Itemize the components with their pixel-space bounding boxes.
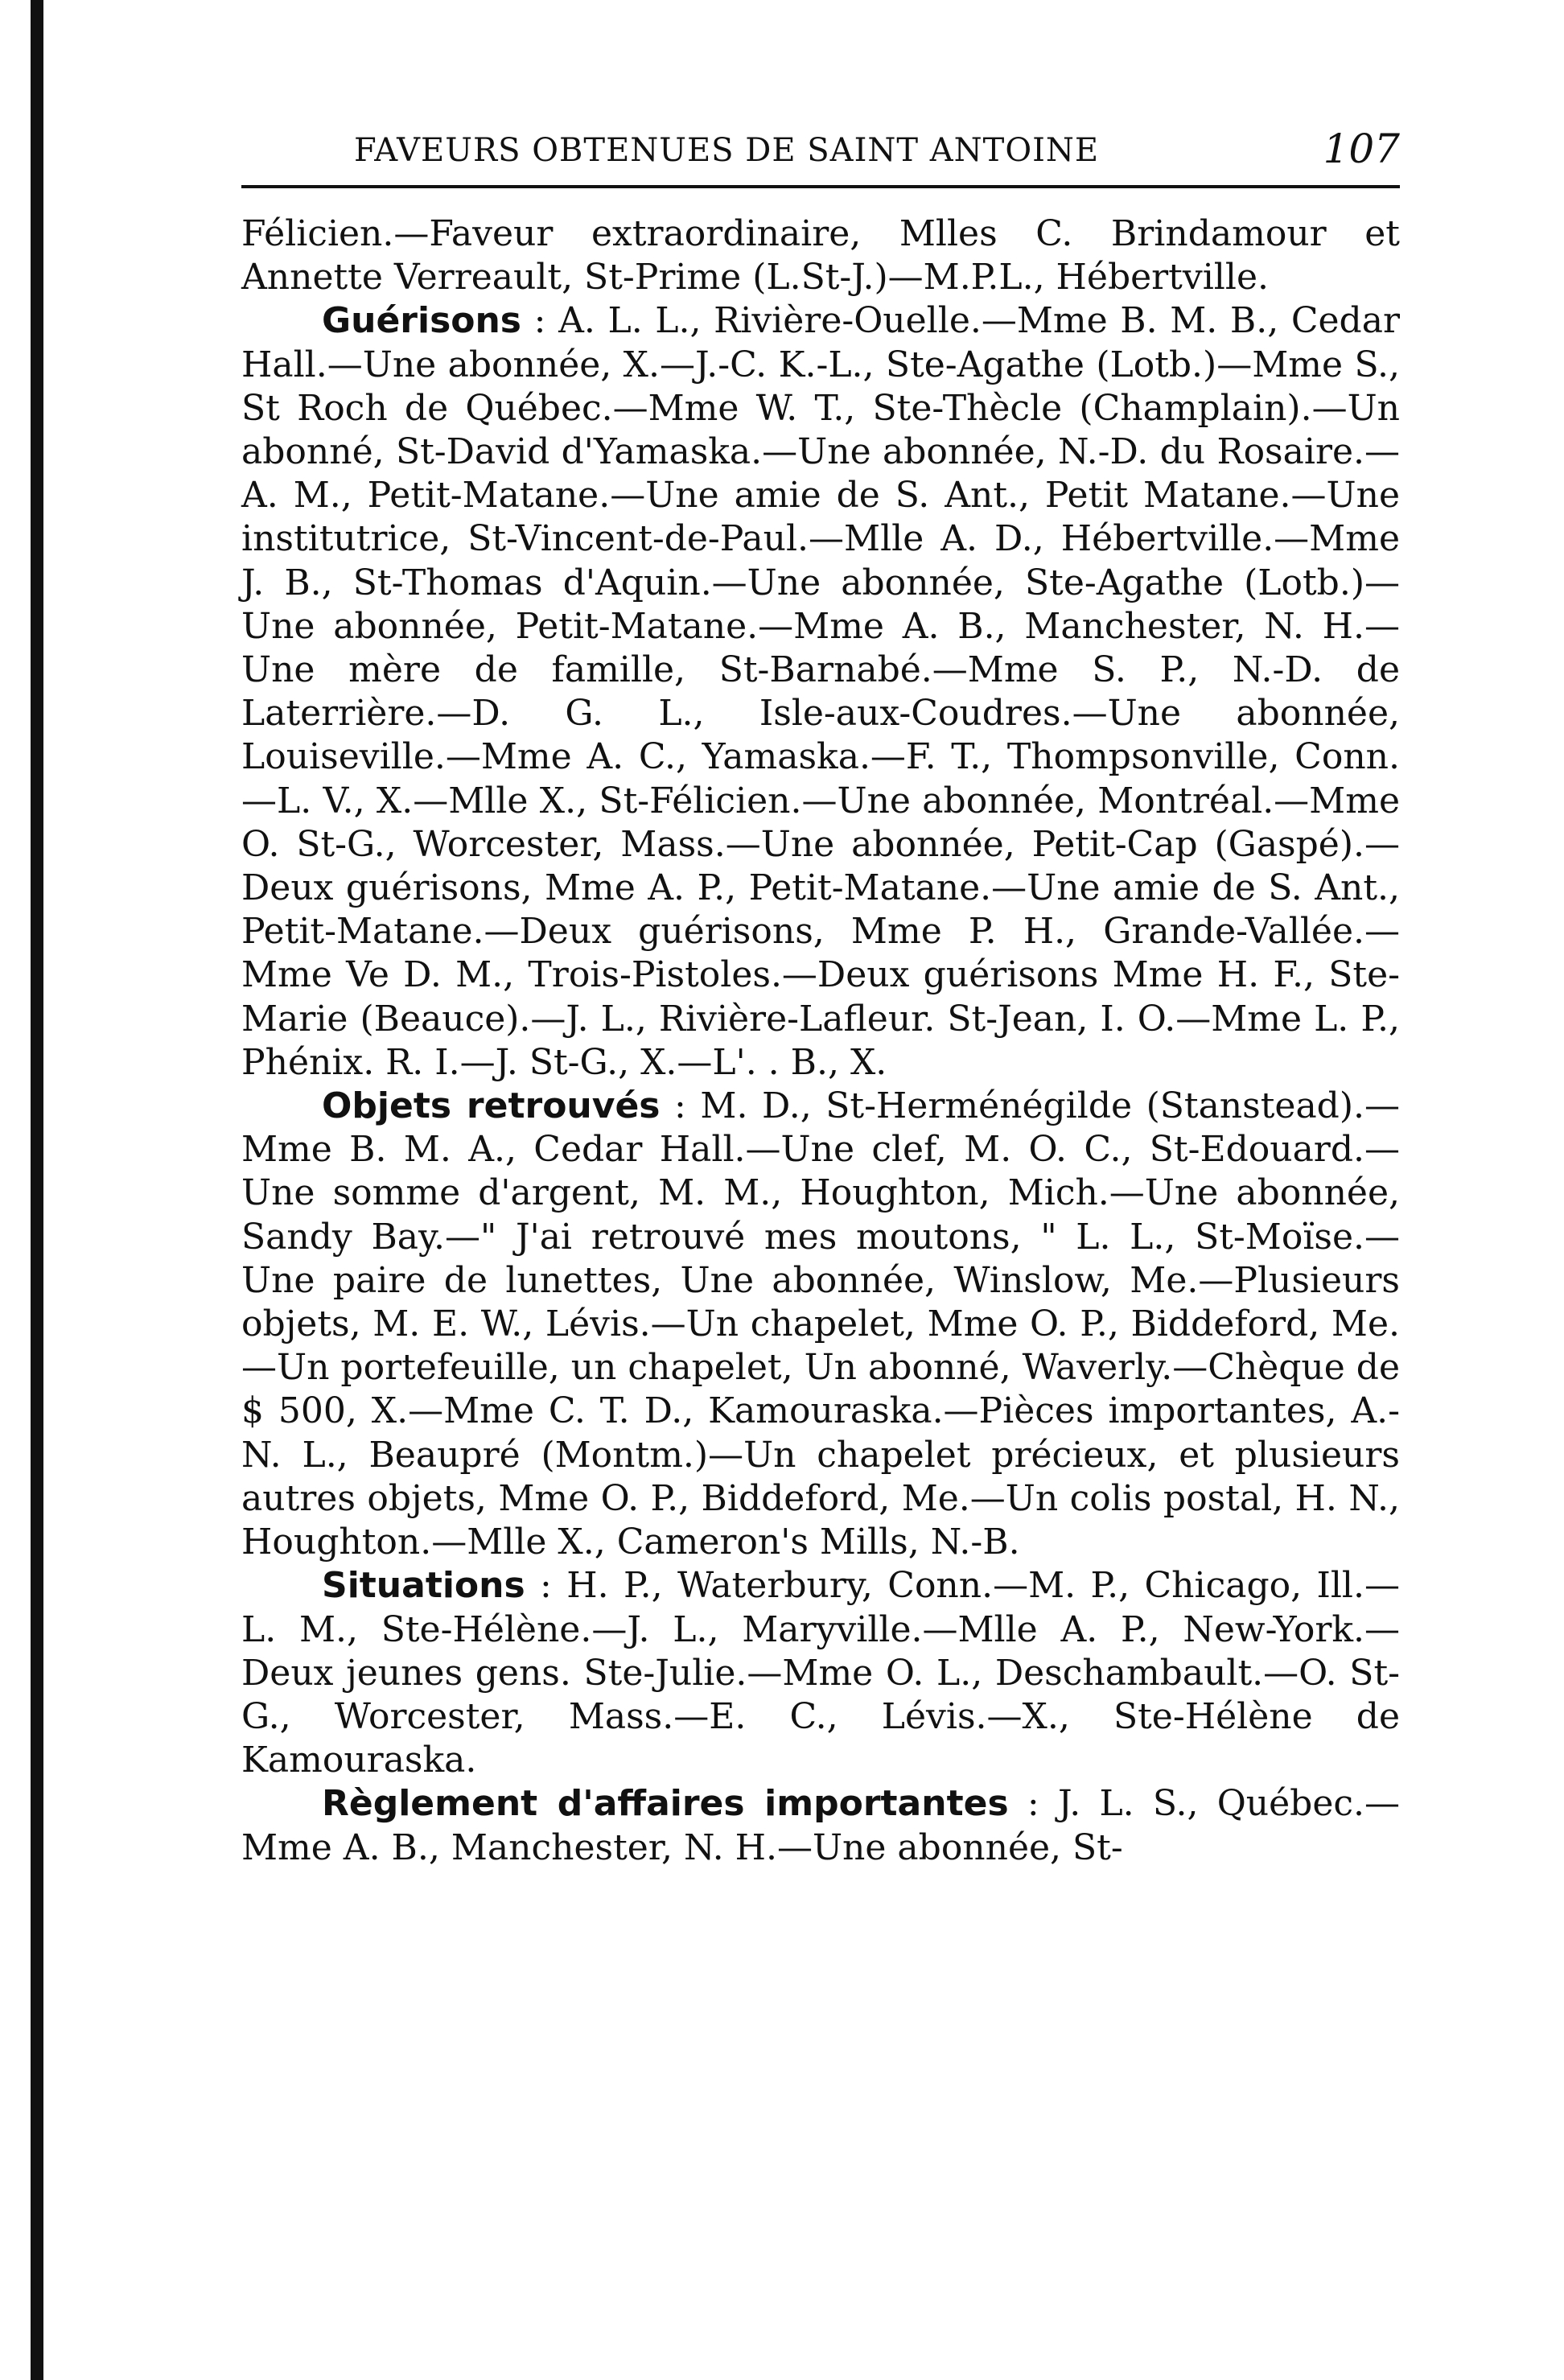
section-heading-objets: Objets retrouvés (322, 1085, 661, 1127)
paragraph-objets (241, 1085, 1400, 1564)
paragraph-text: : A. L. L., Rivière-Ouelle.—Mme B. M. B., Cedar Hall.—Une abonnée, X.—J.-C. K.-L., Ste-Agathe (Lotb.)—Mme S., St Roch de Québec.—Mme W. T., Ste-Thècle (Champlain).—Un abonné, St-David d'Yamaska.—Une abonnée, N.-D. du Rosaire.—A. M., Petit-Matane.—Une amie de S. Ant., Petit Matane.—Une institutrice, St-Vincent-de-Paul.—Mlle A. D., Hébertville.—Mme J. B., St-Thomas d'Aquin.—Une abonnée, Ste-Agathe (Lotb.)—Une abonnée, Petit-Matane.—Mme A. B., Manchester, N. H.—Une mère de famille, St-Barnabé.—Mme S. P., N.-D. de Laterrière.—D. G. L., Isle-aux-Coudres.—Une abonnée, Louiseville.—Mme A. C., Yamaska.—F. T., Thompsonville, Conn.—L. V., X.—Mlle X., St-Félicien.—Une abonnée, Montréal.—Mme O. St-G., Worcester, Mass.—Une abonnée, Petit-Cap (Gaspé).—Deux guérisons, Mme A. P., Petit-Matane.—Une amie de S. Ant., Petit-Matane.—Deux guérisons, Mme P. H., Grande-Vallée.—Mme Ve D. M., Trois-Pistoles.—Deux guérisons Mme H. F., Ste-Marie (Beauce).—J. L., Rivière-Lafleur. St-Jean, I. O.—Mme L. P., Phénix. R. I.—J. St-G., X.—L'. . B., X. (241, 300, 1400, 1083)
paragraph-reglement (241, 1782, 1400, 1869)
paragraph-text: : M. D., St-Herménégilde (Stanstead).—Mme B. M. A., Cedar Hall.—Une clef, M. O. C., St-Edouard.—Une somme d'argent, M. M., Houghton, Mich.—Une abonnée, Sandy Bay.—" J'ai retrouvé mes moutons, " L. L., St-Moïse.—Une paire de lunettes, Une abonnée, Winslow, Me.—Plusieurs objets, M. E. W., Lévis.—Un chapelet, Mme O. P., Biddeford, Me.—Un portefeuille, un chapelet, Un abonné, Waverly.—Chèque de $ 500, X.—Mme C. T. D., Kamouraska.—Pièces importantes, A.-N. L., Beaupré (Montm.)—Un chapelet précieux, et plusieurs autres objets, Mme O. P., Biddeford, Me.—Un colis postal, H. N., Houghton.—Mlle X., Cameron's Mills, N.-B. (241, 1085, 1401, 1563)
page-number: 107 (1323, 126, 1400, 172)
section-heading-guerisons: Guérisons (322, 300, 521, 342)
body-text (241, 212, 1400, 1870)
paragraph-text: : H. P., Waterbury, Conn.—M. P., Chicago, Ill.—L. M., Ste-Hélène.—J. L., Maryville.—Mlle A. P., New-York.—Deux jeunes gens. Ste-Julie.—Mme O. L., Deschambault.—O. St-G., Worcester, Mass.—E. C., Lévis.—X., Ste-Hélène de Kamouraska. (241, 1565, 1400, 1781)
book-spine-edge (31, 0, 43, 2380)
paragraph-text: Félicien.—Faveur extraordinaire, Mlles C. Brindamour et Annette Verreault, St-Prime (L.St-J.)—M.P.L., Hébertville. (241, 213, 1400, 299)
running-title: FAVEURS OBTENUES DE SAINT ANTOINE (354, 132, 1100, 169)
section-heading-situations: Situations (322, 1565, 525, 1607)
paragraph-situations (241, 1564, 1400, 1782)
paragraph-text: : J. L. S., Québec.—Mme A. B., Manchester, N. H.—Une abonnée, St- (241, 1783, 1400, 1868)
paragraph-guerisons (241, 299, 1400, 1085)
page (241, 126, 1401, 1870)
running-header (241, 126, 1400, 188)
section-heading-reglement: Règlement d'affaires importantes (322, 1783, 1009, 1825)
paragraph-felicien (241, 212, 1400, 299)
